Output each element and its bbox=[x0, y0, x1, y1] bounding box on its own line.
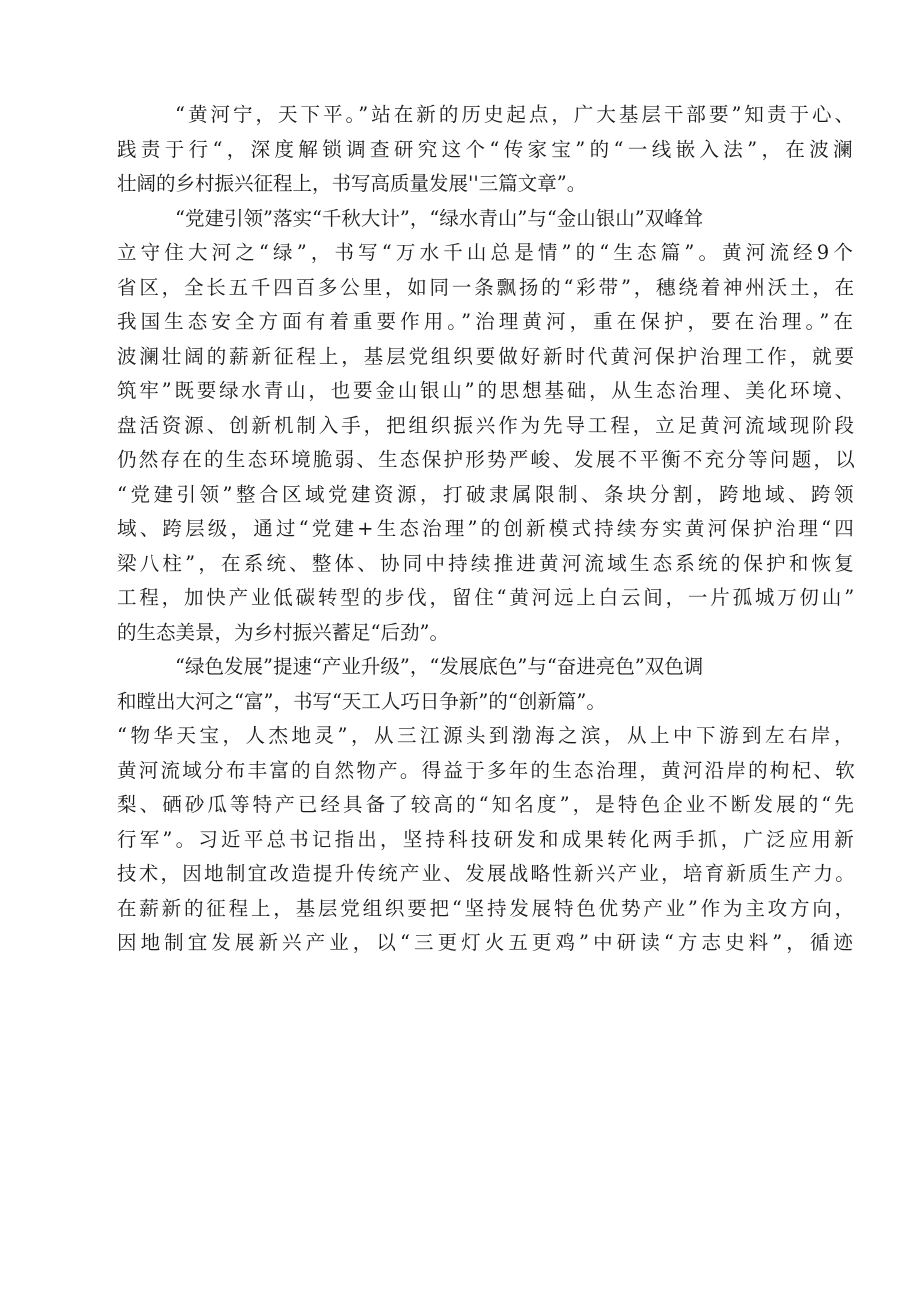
text-line: 行军”。习近平总书记指出，坚持科技研发和成果转化两手抓，广泛应用新 bbox=[117, 827, 857, 851]
text-line: “绿色发展”提速“产业升级”，“发展底色”与“奋进亮色”双色调 bbox=[175, 655, 704, 678]
text-line: 的生态美景，为乡村振兴蓄足“后劲”。 bbox=[117, 620, 449, 644]
text-line: 工程，加快产业低碳转型的步伐，留住“黄河远上白云间，一片孤城万仞山” bbox=[117, 586, 857, 609]
text-line: 盘活资源、创新机制入手，把组织振兴作为先导工程，立足黄河流域现阶段 bbox=[117, 413, 857, 437]
text-line: 梨、硒砂瓜等特产已经具备了较高的“知名度”，是特色企业不断发展的“先 bbox=[117, 793, 857, 816]
body-text bbox=[117, 98, 857, 961]
text-line: 壮阔的乡村振兴征程上，书写高质量发展''三篇文章”。 bbox=[117, 172, 587, 195]
text-line: 省区，全长五千四百多公里，如同一条飘扬的“彩带”，穗绕着神州沃土，在 bbox=[117, 275, 857, 299]
text-line: 梁八柱”，在系统、整体、协同中持续推进黄河流域生态系统的保护和恢复 bbox=[117, 551, 857, 575]
text-line: 我国生态安全方面有着重要作用。”治理黄河，重在保护，要在治理。”在 bbox=[117, 310, 857, 333]
text-line: “黄河宁，天下平。”站在新的历史起点，广大基层干部要”知责于心、 bbox=[175, 103, 857, 126]
text-line: 因地制宜发展新兴产业，以“三更灯火五更鸡”中研读“方志史料”，循迹 bbox=[117, 931, 857, 954]
text-line: 在薪新的征程上，基层党组织要把“坚持发展特色优势产业”作为主攻方向， bbox=[117, 896, 857, 920]
text-line: 仍然存在的生态环境脆弱、生态保护形势严峻、发展不平衡不充分等问题，以 bbox=[117, 448, 857, 471]
text-line: 筑牢”既要绿水青山，也要金山银山”的思想基础，从生态治理、美化环境、 bbox=[117, 379, 857, 402]
text-line: 践责于行“，深度解锁调查研究这个“传家宝”的“一线嵌入法”，在波澜 bbox=[117, 137, 857, 161]
text-line: “党建引领”整合区域党建资源，打破隶属限制、条块分割，跨地域、跨领 bbox=[117, 482, 857, 506]
text-line: 技术，因地制宜改造提升传统产业、发展战略性新兴产业，培育新质生产力。 bbox=[117, 862, 857, 885]
text-line: 域、跨层级，通过“党建+生态治理”的创新模式持续夯实黄河保护治理“四 bbox=[117, 517, 857, 540]
text-line: 立守住大河之“绿”，书写“万水千山总是情”的“生态篇”。黄河流经9个 bbox=[117, 241, 857, 264]
text-line: “物华天宝，人杰地灵”，从三江源头到渤海之滨，从上中下游到左右岸， bbox=[117, 724, 857, 747]
text-line: 黄河流域分布丰富的自然物产。得益于多年的生态治理，黄河沿岸的枸杞、软 bbox=[117, 758, 857, 782]
text-line: 和瞠出大河之“富”，书写“天工人巧日争新”的“创新篇”。 bbox=[117, 689, 606, 713]
text-line: 波澜壮阔的薪新征程上，基层党组织要做好新时代黄河保护治理工作，就要 bbox=[117, 344, 857, 368]
text-line: “党建引领”落实“千秋大计”，“绿水青山”与“金山银山”双峰耸 bbox=[175, 206, 704, 230]
